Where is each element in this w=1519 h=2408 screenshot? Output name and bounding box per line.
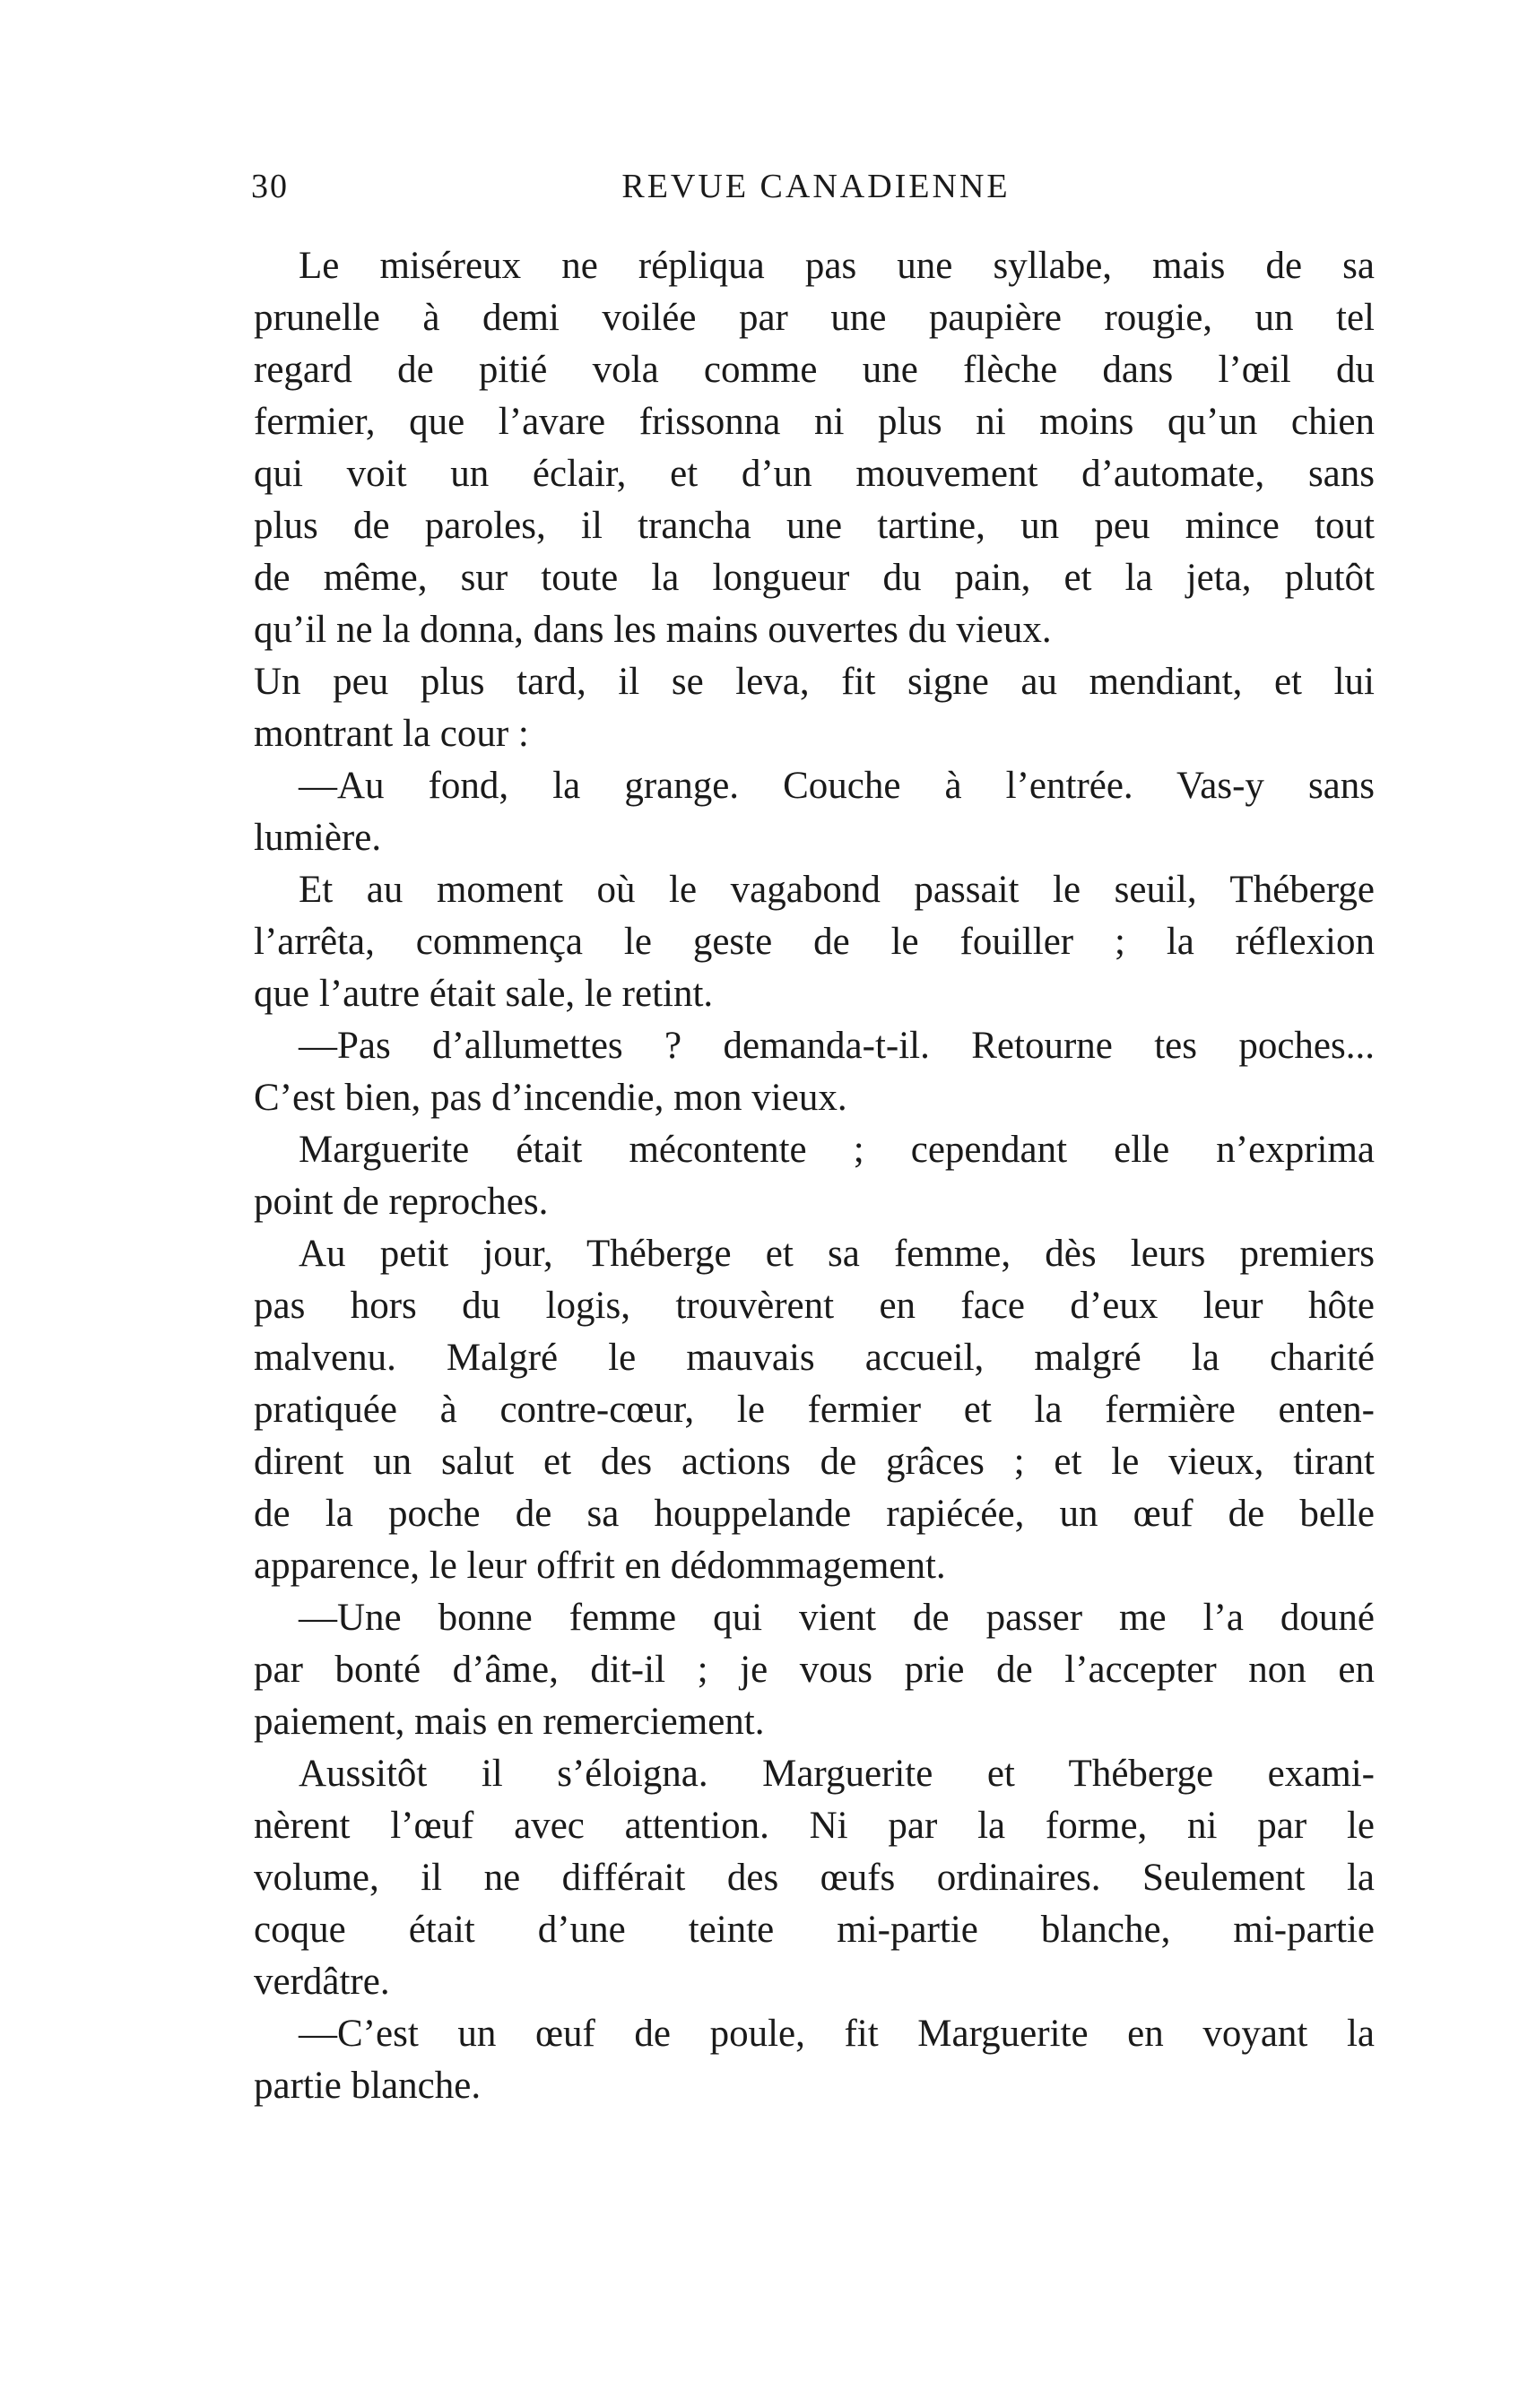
page-number: 30 [251,168,289,205]
text-line: apparence, le leur offrit en dédommagement. [254,1545,946,1587]
text-line: dirent un salut et des actions de grâces ; et le vieux, tirant [254,1441,1375,1483]
body-text [254,240,1375,2112]
text-line: —C’est un œuf de poule, fit Marguerite en voyant la [299,2013,1375,2055]
text-line: regard de pitié vola comme une flèche dans l’œil du [254,349,1375,391]
journal-title: REVUE CANADIENNE [621,168,1011,205]
text-line: —Au fond, la grange. Couche à l’entrée. Vas-y sans [299,765,1375,807]
text-line: point de reproches. [254,1181,549,1223]
text-line: Marguerite était mécontente ; cependant elle n’exprima [299,1129,1375,1171]
text-line: —Une bonne femme qui vient de passer me l’a douné [299,1597,1375,1639]
text-line: l’arrêta, commença le geste de le fouiller ; la réflexion [254,921,1375,963]
text-line: fermier, que l’avare frissonna ni plus ni moins qu’un chien [254,401,1375,443]
text-line: C’est bien, pas d’incendie, mon vieux. [254,1077,847,1119]
text-line: coque était d’une teinte mi-partie blanche, mi-partie [254,1909,1375,1951]
text-line: par bonté d’âme, dit-il ; je vous prie de l’accepter non en [254,1649,1375,1691]
text-line: de la poche de sa houppelande rapiécée, un œuf de belle [254,1493,1375,1535]
text-line: de même, sur toute la longueur du pain, et la jeta, plutôt [254,557,1375,599]
text-line: nèrent l’œuf avec attention. Ni par la forme, ni par le [254,1805,1375,1847]
text-line: verdâtre. [254,1961,390,2003]
running-head [251,167,1381,221]
text-line: paiement, mais en remerciement. [254,1701,765,1743]
text-line: que l’autre était sale, le retint. [254,973,714,1015]
text-line: prunelle à demi voilée par une paupière rougie, un tel [254,297,1375,339]
text-line: —Pas d’allumettes ? demanda-t-il. Retourne tes poches... [299,1025,1375,1067]
text-line: plus de paroles, il trancha une tartine, un peu mince tout [254,505,1375,547]
text-line: Au petit jour, Théberge et sa femme, dès leurs premiers [299,1233,1375,1275]
text-line: lumière. [254,817,382,859]
text-line: Un peu plus tard, il se leva, fit signe au mendiant, et lui [254,661,1375,703]
text-line: qu’il ne la donna, dans les mains ouvertes du vieux. [254,609,1052,651]
text-line: Le miséreux ne répliqua pas une syllabe, mais de sa [299,245,1375,287]
text-line: qui voit un éclair, et d’un mouvement d’automate, sans [254,453,1375,495]
text-line: volume, il ne différait des œufs ordinaires. Seulement la [254,1857,1375,1899]
text-line: Et au moment où le vagabond passait le seuil, Théberge [299,869,1375,911]
text-line: partie blanche. [254,2065,482,2107]
text-line: pas hors du logis, trouvèrent en face d’eux leur hôte [254,1285,1375,1327]
text-line: Aussitôt il s’éloigna. Marguerite et Théberge exami- [299,1753,1375,1795]
text-line: montrant la cour : [254,713,529,755]
text-line: malvenu. Malgré le mauvais accueil, malgré la charité [254,1337,1375,1379]
text-line: pratiquée à contre-cœur, le fermier et la fermière enten- [254,1389,1375,1431]
